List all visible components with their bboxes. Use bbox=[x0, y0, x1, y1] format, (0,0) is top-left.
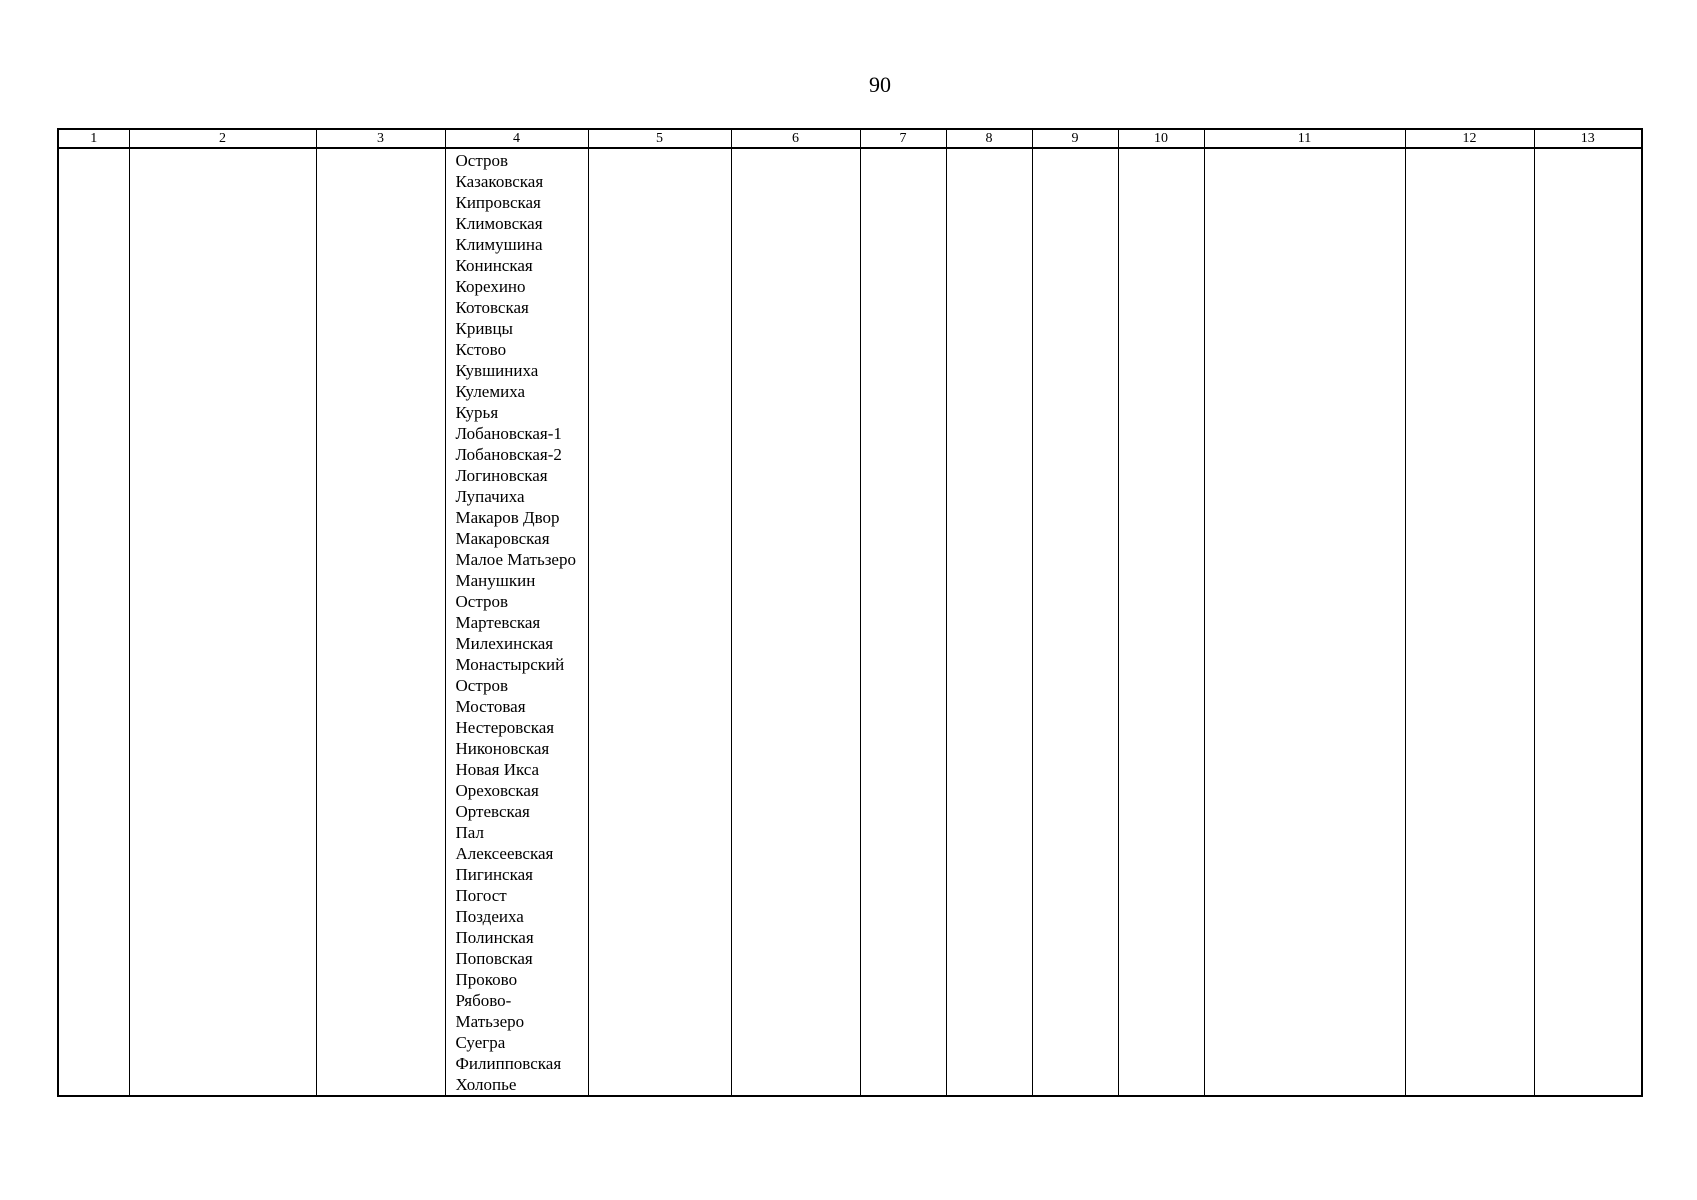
column-header-3: 3 bbox=[316, 129, 445, 148]
list-item: Суегра bbox=[455, 1033, 506, 1052]
table-cell-col-9 bbox=[1032, 148, 1118, 1096]
list-item: Кстово bbox=[455, 340, 507, 359]
list-item: Лобановская-2 bbox=[455, 445, 562, 464]
table-cell-col-3 bbox=[316, 148, 445, 1096]
column-header-13: 13 bbox=[1534, 129, 1642, 148]
table-cell-col-7 bbox=[860, 148, 946, 1096]
column-header-1: 1 bbox=[58, 129, 129, 148]
column-header-12: 12 bbox=[1405, 129, 1534, 148]
column-header-11: 11 bbox=[1204, 129, 1405, 148]
list-item: Кривцы bbox=[455, 319, 513, 338]
list-item: Алексеевская bbox=[455, 844, 554, 863]
column-header-4: 4 bbox=[445, 129, 588, 148]
list-item: Поздеиха bbox=[455, 907, 524, 926]
list-item: Погост bbox=[455, 886, 507, 905]
list-item: Курья bbox=[455, 403, 499, 422]
list-item: Поповская bbox=[455, 949, 533, 968]
list-item: Конинская bbox=[455, 256, 533, 275]
list-item: Новая Икса bbox=[455, 760, 540, 779]
list-item: Климовская bbox=[455, 214, 543, 233]
list-item: Пигинская bbox=[455, 865, 533, 884]
list-item: Матьзеро bbox=[455, 1012, 525, 1031]
list-item: Логиновская bbox=[455, 466, 548, 485]
list-item: Котовская bbox=[455, 298, 529, 317]
column-header-5: 5 bbox=[588, 129, 731, 148]
list-item: Кипровская bbox=[455, 193, 541, 212]
column-header-9: 9 bbox=[1032, 129, 1118, 148]
column-header-8: 8 bbox=[946, 129, 1032, 148]
list-item: Кулемиха bbox=[455, 382, 526, 401]
settlement-name-list bbox=[446, 149, 588, 1095]
list-item: Ореховская bbox=[455, 781, 539, 800]
list-item: Холопье bbox=[455, 1075, 517, 1094]
table-cell-col-4 bbox=[445, 148, 588, 1096]
list-item: Остров bbox=[455, 676, 508, 695]
data-table bbox=[57, 128, 1643, 1097]
list-item: Манушкин bbox=[455, 571, 536, 590]
column-header-7: 7 bbox=[860, 129, 946, 148]
table-cell-col-11 bbox=[1204, 148, 1405, 1096]
list-item: Остров bbox=[455, 592, 508, 611]
list-item: Остров bbox=[455, 151, 508, 170]
list-item: Макаровская bbox=[455, 529, 550, 548]
table-cell-col-5 bbox=[588, 148, 731, 1096]
page-number: 90 bbox=[869, 72, 891, 97]
table-cell-col-2 bbox=[129, 148, 316, 1096]
column-header-6: 6 bbox=[731, 129, 860, 148]
list-item: Малое Матьзеро bbox=[455, 550, 576, 569]
column-number-row bbox=[58, 129, 1642, 148]
column-header-2: 2 bbox=[129, 129, 316, 148]
list-item: Милехинская bbox=[455, 634, 554, 653]
list-item: Ортевская bbox=[455, 802, 530, 821]
list-item: Никоновская bbox=[455, 739, 550, 758]
list-item: Мартевская bbox=[455, 613, 541, 632]
list-item: Климушина bbox=[455, 235, 543, 254]
list-item: Монастырский bbox=[455, 655, 565, 674]
list-item: Лобановская-1 bbox=[455, 424, 562, 443]
list-item: Корехино bbox=[455, 277, 526, 296]
list-item: Пал bbox=[455, 823, 484, 842]
list-item: Кувшиниха bbox=[455, 361, 539, 380]
list-item: Мостовая bbox=[455, 697, 526, 716]
column-header-10: 10 bbox=[1118, 129, 1204, 148]
table-cell-col-13 bbox=[1534, 148, 1642, 1096]
list-item: Проково bbox=[455, 970, 518, 989]
list-item: Лупачиха bbox=[455, 487, 525, 506]
table-cell-col-10 bbox=[1118, 148, 1204, 1096]
table-cell-col-8 bbox=[946, 148, 1032, 1096]
list-item: Полинская bbox=[455, 928, 534, 947]
list-item: Макаров Двор bbox=[455, 508, 560, 527]
table-cell-col-12 bbox=[1405, 148, 1534, 1096]
table-cell-col-1 bbox=[58, 148, 129, 1096]
table-row bbox=[58, 148, 1642, 1096]
table-cell-col-6 bbox=[731, 148, 860, 1096]
list-item: Казаковская bbox=[455, 172, 544, 191]
list-item: Нестеровская bbox=[455, 718, 555, 737]
list-item: Филипповская bbox=[455, 1054, 562, 1073]
list-item: Рябово- bbox=[455, 991, 512, 1010]
